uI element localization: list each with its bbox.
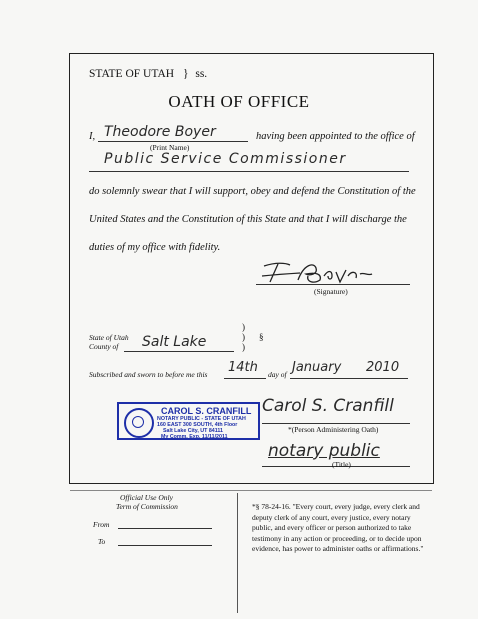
stamp-line-4: My Comm. Exp. 11/11/2011	[161, 434, 228, 440]
venue-state-label: State of Utah	[89, 333, 129, 342]
venue-brace: ) ) )	[242, 322, 245, 352]
document-title: OATH OF OFFICE	[168, 92, 310, 111]
title-label: (Title)	[332, 460, 351, 469]
office-handwritten: Public Service Commissioner	[104, 151, 347, 167]
administering-signature: Carol S. Cranfill	[262, 396, 394, 416]
title-handwritten: notary public	[268, 441, 380, 461]
term-of-commission-label: Term of Commission	[116, 502, 178, 511]
administering-line	[262, 423, 410, 424]
administering-label: *(Person Administering Oath)	[288, 425, 379, 434]
oath-signature	[256, 256, 374, 286]
oath-line-1: do solemnly swear that I will support, obey and defend the Constitution of the	[89, 186, 416, 197]
county-line	[124, 351, 234, 352]
appointed-text: having been appointed to the office of	[256, 131, 415, 142]
stamp-line-3: Salt Lake City, UT 84111	[163, 428, 223, 434]
section-symbol: §	[259, 332, 264, 342]
to-label: To	[98, 537, 106, 546]
from-label: From	[93, 520, 110, 529]
to-line	[118, 545, 212, 546]
month-year-line	[290, 378, 408, 379]
official-use-label: Official Use Only	[120, 493, 173, 502]
day-of-text: day of	[268, 370, 287, 379]
from-line	[118, 528, 212, 529]
notary-stamp	[117, 402, 260, 440]
name-handwritten: Theodore Boyer	[104, 124, 216, 140]
state-seal-icon	[124, 408, 154, 438]
oath-line-2: United States and the Constitution of this State and that I will discharge the	[89, 214, 407, 225]
ss-label: ss.	[195, 68, 208, 80]
footer-vertical-divider	[237, 493, 238, 613]
office-line	[89, 171, 409, 172]
i-label: I,	[89, 131, 96, 142]
venue-county-label: County of	[89, 342, 119, 351]
state-label: STATE OF UTAH	[89, 68, 175, 80]
stamp-line-2: 160 EAST 300 SOUTH, 4th Floor	[157, 422, 238, 428]
statute-note: *§ 78-24-16. "Every court, every judge, every clerk and deputy clerk of any court, every justice, every notary public, and every officer or person authorized to take testimony in any action or proceeding, or to decide upon evidence, has power to administer oaths or affirmations."	[252, 502, 424, 553]
subscribed-text: Subscribed and sworn to before me this	[89, 370, 208, 379]
stamp-line-1: NOTARY PUBLIC - STATE OF UTAH	[157, 416, 246, 422]
day-line	[224, 378, 266, 379]
name-line	[98, 141, 248, 142]
signature-line	[256, 284, 410, 285]
year-handwritten: 2010	[366, 360, 400, 375]
signature-scribble-icon	[256, 256, 374, 286]
print-name-label: (Print Name)	[150, 143, 190, 152]
signature-label: (Signature)	[314, 287, 348, 296]
state-header	[89, 68, 207, 80]
day-handwritten: 14th	[228, 360, 258, 375]
stamp-name: CAROL S. CRANFILL	[161, 406, 252, 416]
footer-divider	[70, 490, 432, 491]
state-brace: }	[182, 68, 189, 80]
county-handwritten: Salt Lake	[142, 334, 207, 350]
oath-line-3: duties of my office with fidelity.	[89, 242, 221, 253]
month-handwritten: January	[292, 360, 342, 375]
